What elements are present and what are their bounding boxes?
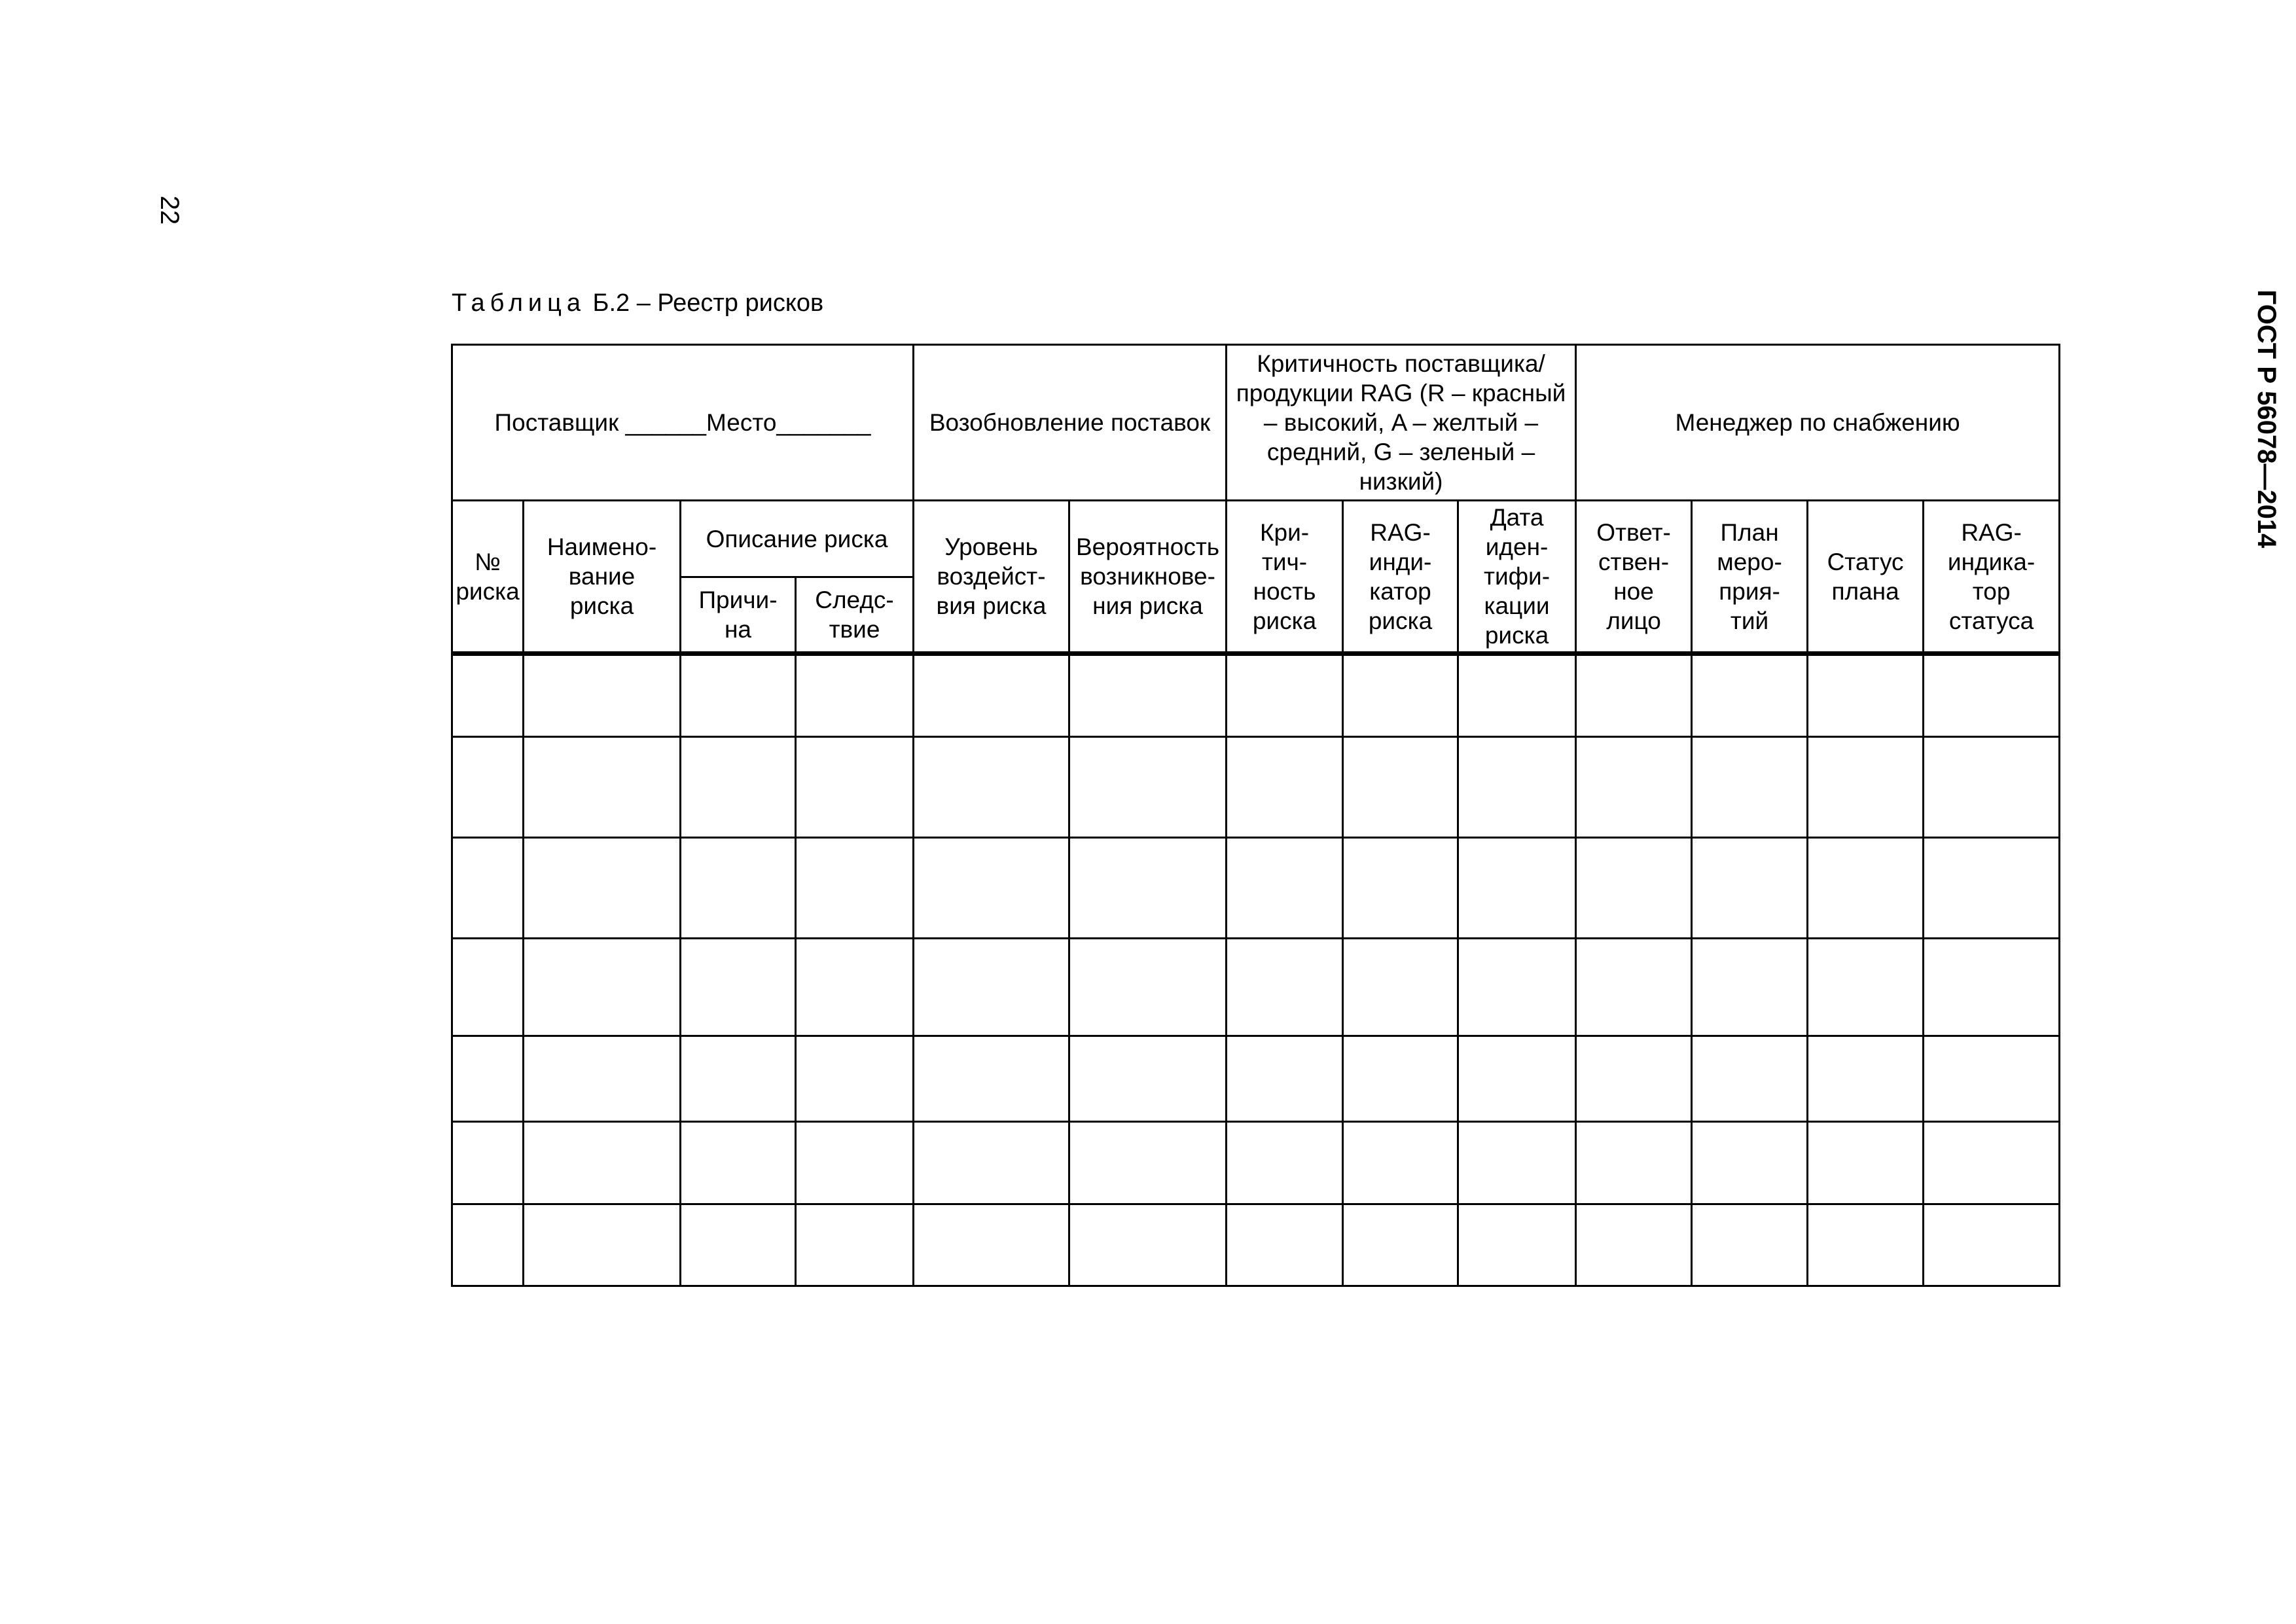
table-cell <box>1227 838 1343 939</box>
table-cell <box>1924 737 2060 838</box>
table-cell <box>452 838 524 939</box>
table-cell <box>1343 838 1458 939</box>
table-cell <box>1458 838 1576 939</box>
probability-header: Вероятность возникнове- ния риска <box>1069 501 1227 654</box>
table-cell <box>914 1204 1069 1286</box>
table-body <box>452 654 2060 1286</box>
table-cell <box>1343 1036 1458 1122</box>
table-cell <box>1069 737 1227 838</box>
table-cell <box>681 654 796 737</box>
table-row <box>452 1036 2060 1122</box>
table-cell <box>1692 737 1808 838</box>
table-cell <box>681 1204 796 1286</box>
table-cell <box>1343 1122 1458 1204</box>
table-cell <box>524 1036 681 1122</box>
table-cell <box>1069 654 1227 737</box>
table-cell <box>1069 838 1227 939</box>
supplier-place-header: Поставщик ______Место_______ <box>452 345 914 501</box>
table-cell <box>524 1122 681 1204</box>
table-cell <box>1576 654 1692 737</box>
cause-header: Причи- на <box>681 577 796 654</box>
table-cell <box>1808 654 1924 737</box>
table-cell <box>914 939 1069 1036</box>
table-cell <box>1576 1036 1692 1122</box>
table-cell <box>1808 838 1924 939</box>
table-cell <box>914 654 1069 737</box>
table-cell <box>796 1204 914 1286</box>
table-cell <box>914 1036 1069 1122</box>
table-cell <box>1808 1036 1924 1122</box>
table-cell <box>1576 737 1692 838</box>
table-row <box>452 1204 2060 1286</box>
table-row <box>452 654 2060 737</box>
rag-status-indicator-header: RAG- индика- тор статуса <box>1924 501 2060 654</box>
table-cell <box>452 654 524 737</box>
risk-description-header: Описание риска <box>681 501 914 577</box>
table-cell <box>1924 1204 2060 1286</box>
criticality-rag-header: Критичность поставщика/продукции RAG (R – красный – высокий, A – желтый – средний, G – зеленый – низкий) <box>1227 345 1576 501</box>
table-cell <box>1924 1122 2060 1204</box>
table-cell <box>1458 1122 1576 1204</box>
table-cell <box>1458 1036 1576 1122</box>
table-cell <box>1924 1036 2060 1122</box>
table-cell <box>524 737 681 838</box>
table-cell <box>1924 654 2060 737</box>
table-cell <box>796 654 914 737</box>
table-cell <box>681 737 796 838</box>
supply-resumption-header: Возобновление поставок <box>914 345 1227 501</box>
table-cell <box>1692 1036 1808 1122</box>
table-cell <box>1576 1122 1692 1204</box>
rag-risk-indicator-header: RAG- инди- катор риска <box>1343 501 1458 654</box>
table-cell <box>1343 654 1458 737</box>
table-cell <box>1924 939 2060 1036</box>
table-cell <box>1692 939 1808 1036</box>
table-cell <box>452 1122 524 1204</box>
table-cell <box>1576 1204 1692 1286</box>
table-header <box>452 345 2060 654</box>
risk-register-table <box>451 344 2060 1287</box>
table-cell <box>1808 939 1924 1036</box>
risk-number-header: № риска <box>452 501 524 654</box>
caption-word: Таблица <box>452 289 586 317</box>
table-cell <box>1069 939 1227 1036</box>
table-cell <box>1227 1122 1343 1204</box>
procurement-manager-header: Менеджер по снабжению <box>1576 345 2060 501</box>
table-cell <box>1576 838 1692 939</box>
table-cell <box>1227 737 1343 838</box>
table-cell <box>914 838 1069 939</box>
table-row <box>452 939 2060 1036</box>
table-cell <box>452 1036 524 1122</box>
table-cell <box>1692 1122 1808 1204</box>
table-cell <box>1808 1204 1924 1286</box>
table-cell <box>914 737 1069 838</box>
table-cell <box>1343 737 1458 838</box>
table-cell <box>452 1204 524 1286</box>
table-caption <box>452 288 823 318</box>
table-row <box>452 737 2060 838</box>
table-cell <box>524 1204 681 1286</box>
table-cell <box>681 838 796 939</box>
table-cell <box>524 939 681 1036</box>
table-cell <box>1343 1204 1458 1286</box>
table-cell <box>1069 1122 1227 1204</box>
standard-code: ГОСТ Р 56078—2014 <box>2252 289 2281 549</box>
table-cell <box>1343 939 1458 1036</box>
table-cell <box>452 737 524 838</box>
table-row <box>452 838 2060 939</box>
table-cell <box>1227 1036 1343 1122</box>
action-plan-header: План меро- прия- тий <box>1692 501 1808 654</box>
table-cell <box>1227 654 1343 737</box>
table-cell <box>1458 654 1576 737</box>
table-cell <box>681 1036 796 1122</box>
table-cell <box>1227 939 1343 1036</box>
responsible-person-header: Ответ- ствен- ное лицо <box>1576 501 1692 654</box>
risk-criticality-header: Кри- тич- ность риска <box>1227 501 1343 654</box>
table-cell <box>1692 1204 1808 1286</box>
table-cell <box>796 939 914 1036</box>
risk-name-header: Наимено- вание риска <box>524 501 681 654</box>
table-cell <box>524 838 681 939</box>
table-cell <box>1692 838 1808 939</box>
table-cell <box>796 737 914 838</box>
table-cell <box>681 939 796 1036</box>
table-cell <box>1924 838 2060 939</box>
table-cell <box>1069 1036 1227 1122</box>
table-cell <box>681 1122 796 1204</box>
table-row <box>452 1122 2060 1204</box>
table-cell <box>796 838 914 939</box>
impact-level-header: Уровень воздейст- вия риска <box>914 501 1069 654</box>
page-number: 22 <box>155 195 184 225</box>
table-cell <box>1069 1204 1227 1286</box>
table-cell <box>1576 939 1692 1036</box>
consequence-header: Следс- твие <box>796 577 914 654</box>
table-cell <box>1458 939 1576 1036</box>
table-cell <box>796 1036 914 1122</box>
identification-date-header: Дата иден- тифи- кации риска <box>1458 501 1576 654</box>
table-cell <box>1458 737 1576 838</box>
table-cell <box>1692 654 1808 737</box>
table-cell <box>1458 1204 1576 1286</box>
table-cell <box>914 1122 1069 1204</box>
table-cell <box>452 939 524 1036</box>
table-cell <box>1808 737 1924 838</box>
caption-title: Б.2 – Реестр рисков <box>586 289 824 317</box>
table-cell <box>796 1122 914 1204</box>
table-cell <box>1808 1122 1924 1204</box>
plan-status-header: Статус плана <box>1808 501 1924 654</box>
table-cell <box>524 654 681 737</box>
table-cell <box>1227 1204 1343 1286</box>
